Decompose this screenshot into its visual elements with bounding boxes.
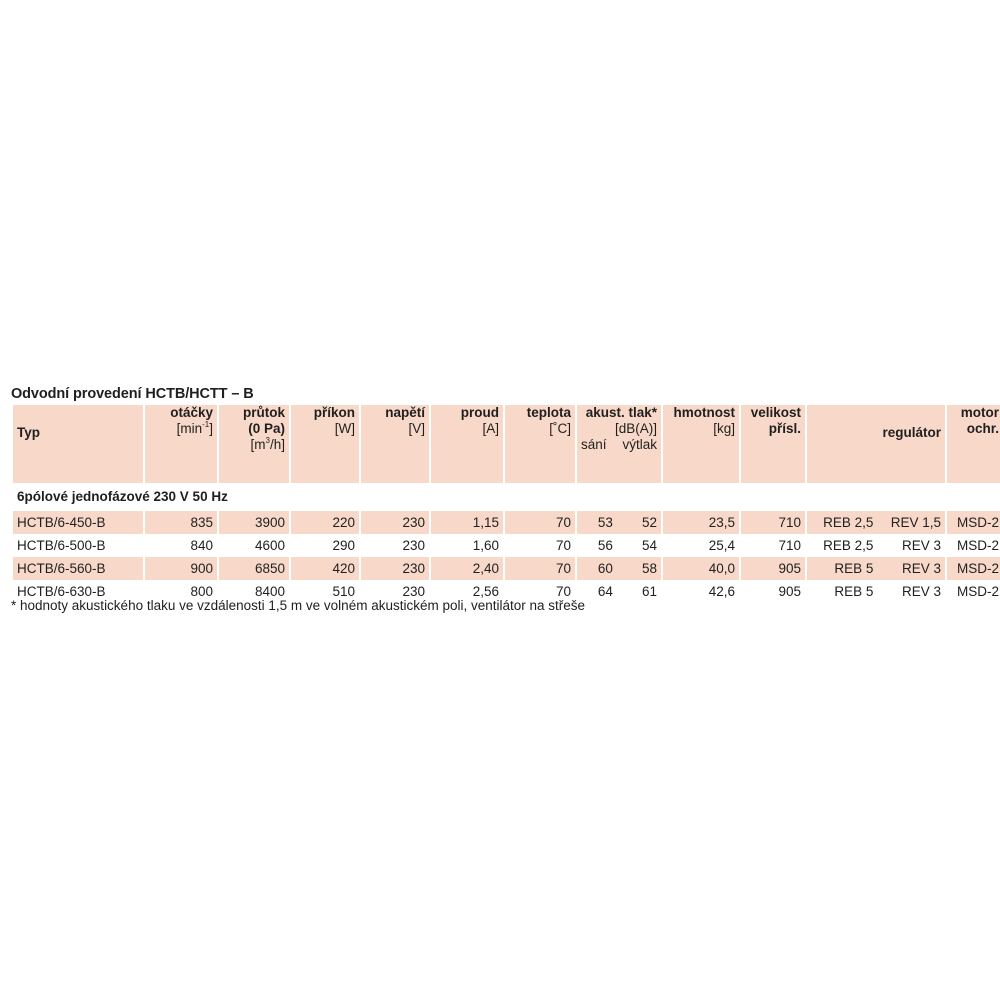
cell-proud: 2,40 [431, 557, 503, 580]
cell-otacky: 900 [145, 557, 217, 580]
cell-motor: MSD-2 [956, 537, 999, 553]
cell-reg1-reg2 [807, 534, 945, 557]
cell-reg2: REV 3 [901, 560, 941, 576]
cell-napeti: 230 [361, 511, 429, 534]
cell-sani: 64 [597, 583, 613, 599]
cell-reg1-reg2 [807, 511, 945, 534]
cell-reg2: REV 3 [901, 537, 941, 553]
cell-velikost: 905 [778, 583, 801, 599]
cell-sani-vytlak [577, 511, 661, 534]
cell-teplota: 70 [505, 557, 575, 580]
footnote: * hodnoty akustického tlaku ve vzdálenosti 1,5 m ve volném akustickém poli, ventilátor na střeše [11, 598, 586, 613]
cell-prutok: 6850 [219, 557, 289, 580]
header-motor: motor ochr. [947, 405, 1000, 483]
header-regulator: regulátor [807, 405, 945, 483]
cell-sani-vytlak [577, 534, 661, 557]
cell-prikon: 420 [291, 557, 359, 580]
cell-motor: MSD-2 [947, 511, 1000, 534]
cell-proud: 1,15 [431, 511, 503, 534]
header-prutok: průtok (0 Pa) $[m^3/h]$ [219, 405, 289, 483]
cell-otacky: 840 [190, 537, 213, 553]
header-napeti: napětí [V] [361, 405, 429, 483]
cell-reg1: REB 5 [834, 560, 874, 576]
cell-vytlak: 54 [641, 537, 657, 553]
cell-teplota: 70 [505, 511, 575, 534]
cell-reg1-reg2 [807, 580, 945, 603]
cell-velikost: 710 [778, 537, 801, 553]
cell-prikon: 510 [332, 583, 355, 599]
header-hmotnost: hmotnost [kg] [663, 405, 739, 483]
cell-prikon: 220 [291, 511, 359, 534]
table-title: Odvodní provedení HCTB/HCTT – B [11, 386, 254, 402]
cell-otacky: 800 [190, 583, 213, 599]
cell-vytlak: 58 [641, 560, 657, 576]
cell-proud: 1,60 [472, 537, 499, 553]
cell-hmotnost: 42,6 [708, 583, 735, 599]
cell-sani-vytlak [577, 557, 661, 580]
cell-hmotnost: 25,4 [708, 537, 735, 553]
cell-sani-vytlak [577, 580, 661, 603]
cell-reg2: REV 3 [901, 583, 941, 599]
cell-napeti: 230 [402, 583, 425, 599]
header-row [13, 405, 1000, 483]
cell-prutok: 8400 [254, 583, 285, 599]
cell-motor: MSD-2 [956, 583, 999, 599]
cell-reg1: REB 2,5 [823, 514, 874, 530]
cell-teplota: 70 [555, 583, 571, 599]
cell-sani: 56 [597, 537, 613, 553]
cell-motor: MSD-2 [947, 557, 1000, 580]
header-akust: akust. tlak* [dB(A)] sání výtlak [577, 405, 661, 483]
cell-vytlak: 61 [641, 583, 657, 599]
group-label: 6pólové jednofázové 230 V 50 Hz [17, 489, 228, 504]
table-row [13, 534, 1000, 557]
cell-velikost: 905 [741, 557, 805, 580]
cell-reg1: REB 2,5 [823, 537, 874, 553]
header-teplota: teplota [˚C] [505, 405, 575, 483]
cell-typ: HCTB/6-500-B [17, 537, 106, 553]
table-row [13, 557, 1000, 580]
cell-otacky: 835 [145, 511, 217, 534]
cell-prikon: 290 [332, 537, 355, 553]
cell-teplota: 70 [555, 537, 571, 553]
cell-prutok: 3900 [219, 511, 289, 534]
cell-velikost: 710 [741, 511, 805, 534]
cell-napeti: 230 [402, 537, 425, 553]
cell-prutok: 4600 [254, 537, 285, 553]
header-proud: proud [A] [431, 405, 503, 483]
table-row [13, 511, 1000, 534]
cell-hmotnost: 23,5 [663, 511, 739, 534]
cell-vytlak: 52 [641, 514, 657, 530]
cell-reg1: REB 5 [834, 583, 874, 599]
cell-reg1-reg2 [807, 557, 945, 580]
header-velikost: velikost přísl. [741, 405, 805, 483]
group-row [13, 483, 1000, 511]
cell-reg2: REV 1,5 [890, 514, 941, 530]
cell-hmotnost: 40,0 [663, 557, 739, 580]
cell-typ: HCTB/6-450-B [13, 511, 143, 534]
cell-napeti: 230 [361, 557, 429, 580]
header-prikon: příkon [W] [291, 405, 359, 483]
cell-sani: 60 [597, 560, 613, 576]
cell-proud: 2,56 [472, 583, 499, 599]
header-otacky: otáčky $[\min^{-1}]$ [145, 405, 217, 483]
header-typ: Typ [13, 405, 143, 483]
cell-sani: 53 [597, 514, 613, 530]
cell-typ: HCTB/6-630-B [17, 583, 106, 599]
spec-table [11, 405, 1000, 603]
cell-typ: HCTB/6-560-B [13, 557, 143, 580]
